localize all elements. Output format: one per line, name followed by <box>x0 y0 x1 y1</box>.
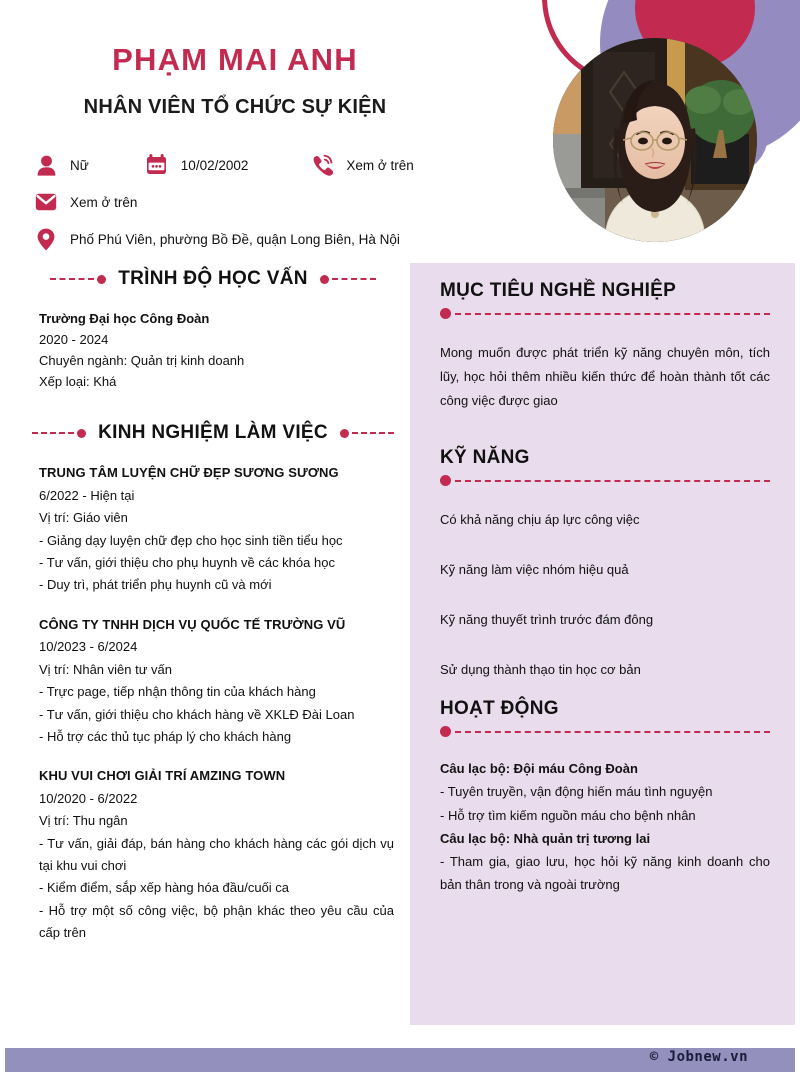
header-dot-right <box>320 275 329 284</box>
job-duty: - Tư vấn, giới thiệu cho khách hàng về XKLĐ Đài Loan <box>39 706 355 722</box>
job-position: Vị trí: Giáo viên <box>39 510 128 526</box>
activities-section-header <box>440 698 770 737</box>
contact-row-3 <box>34 226 454 252</box>
job-period: 10/2020 - 6/2022 <box>39 791 138 807</box>
objective-title: MỤC TIÊU NGHỀ NGHIỆP <box>440 280 677 301</box>
education-years: 2020 - 2024 <box>39 332 109 348</box>
header-dot-left <box>97 275 106 284</box>
header-dash-right <box>332 278 376 280</box>
job-duty: - Giảng dạy luyện chữ đẹp cho học sinh tiền tiểu học <box>39 532 343 548</box>
list-item: Kỹ năng làm việc nhóm hiệu quả <box>440 561 629 577</box>
contact-gender <box>34 152 89 178</box>
experience-job-3 <box>32 765 394 944</box>
rule-dash <box>455 313 770 315</box>
education-school: Trường Đại học Công Đoàn <box>39 311 210 326</box>
objective-section-header <box>440 280 770 319</box>
footer-branding: © Jobnew.vn <box>649 1049 748 1065</box>
phone-icon <box>310 152 334 178</box>
avatar <box>553 38 757 242</box>
list-item: Có khả năng chịu áp lực công việc <box>440 512 640 528</box>
header-dash-right <box>352 432 394 434</box>
job-duty: - Duy trì, phát triển phụ huynh cũ và mới <box>39 577 272 593</box>
contact-phone <box>310 152 413 178</box>
education-section-header <box>32 268 394 290</box>
education-title: TRÌNH ĐỘ HỌC VẤN <box>118 268 308 289</box>
job-duty: - Kiểm điểm, sắp xếp hàng hóa đầu/cuối ca <box>39 880 290 896</box>
experience-job-2 <box>32 614 394 749</box>
education-grade: Xếp loại: Khá <box>39 374 117 390</box>
page-title: PHẠM MAI ANH <box>112 42 358 77</box>
email-value: Xem ở trên <box>70 194 138 210</box>
activity-club: Câu lạc bộ: Đội máu Công Đoàn <box>440 761 638 777</box>
profile-photo-illustration <box>553 38 757 242</box>
job-company: KHU VUI CHƠI GIẢI TRÍ AMZING TOWN <box>39 768 286 784</box>
contact-birthdate <box>145 152 249 178</box>
rule-dot <box>440 475 451 486</box>
left-column <box>32 268 394 962</box>
education-major: Chuyên ngành: Quản trị kinh doanh <box>39 353 245 369</box>
education-entry <box>32 308 394 392</box>
job-duty: - Trực page, tiếp nhận thông tin của khách hàng <box>39 684 316 700</box>
activities-rule <box>440 726 770 737</box>
experience-title: KINH NGHIỆM LÀM VIỆC <box>98 422 328 444</box>
job-period: 6/2022 - Hiện tại <box>39 487 135 503</box>
rule-dash <box>455 480 770 482</box>
job-duty: - Tư vấn, giải đáp, bán hàng cho khách hàng các gói dịch vụ tại khu vui chơi <box>39 835 394 874</box>
job-position: Vị trí: Nhân viên tư vấn <box>39 661 172 677</box>
skills-list <box>440 510 770 680</box>
birthdate-value: 10/02/2002 <box>180 157 249 173</box>
header-dot-right <box>340 429 349 438</box>
activities-list <box>440 757 770 896</box>
rule-dot <box>440 308 451 319</box>
right-column <box>440 280 770 896</box>
job-company: TRUNG TÂM LUYỆN CHỮ ĐẸP SƯƠNG SƯƠNG <box>39 465 339 481</box>
phone-value: Xem ở trên <box>346 157 414 173</box>
job-position: Vị trí: Thu ngân <box>39 813 128 829</box>
activity-line: - Hỗ trợ tìm kiếm nguồn máu cho bệnh nhân <box>440 807 696 823</box>
header-dash-left <box>50 278 94 280</box>
contact-address <box>34 226 400 252</box>
job-duty: - Hỗ trợ một số công việc, bộ phận khác theo yêu cầu của cấp trên <box>39 902 394 941</box>
header-dash-left <box>32 432 74 434</box>
activity-club: Câu lạc bộ: Nhà quản trị tương lai <box>440 830 651 846</box>
job-title: NHÂN VIÊN TỔ CHỨC SỰ KIỆN <box>83 96 387 118</box>
activities-title: HOẠT ĐỘNG <box>440 698 559 720</box>
rule-dot <box>440 726 451 737</box>
list-item: Sử dụng thành thạo tin học cơ bản <box>440 661 641 677</box>
experience-section-header <box>32 422 394 444</box>
skills-rule <box>440 475 770 486</box>
activity-line: - Tham gia, giao lưu, học hỏi kỹ năng kinh doanh cho bản thân trong và ngoài trường <box>440 853 770 892</box>
rule-dash <box>455 731 770 733</box>
list-item: Kỹ năng thuyết trình trước đám đông <box>440 611 654 627</box>
job-period: 10/2023 - 6/2024 <box>39 639 138 655</box>
location-pin-icon <box>34 226 58 252</box>
section-spacer <box>32 392 394 422</box>
experience-job-1 <box>32 462 394 597</box>
person-icon <box>34 152 58 178</box>
skills-section-header <box>440 447 770 486</box>
activity-line: - Tuyên truyền, vận động hiến máu tình nguyện <box>440 784 713 800</box>
contact-email <box>34 189 137 215</box>
job-duty: - Tư vấn, giới thiệu cho phụ huynh về các khóa học <box>39 555 335 571</box>
job-duty: - Hỗ trợ các thủ tục pháp lý cho khách hàng <box>39 728 292 744</box>
skills-title: KỸ NĂNG <box>440 447 530 469</box>
job-company: CÔNG TY TNHH DỊCH VỤ QUỐC TẾ TRƯỜNG VŨ <box>39 616 346 632</box>
gender-value: Nữ <box>70 157 89 173</box>
calendar-icon <box>145 152 169 178</box>
contact-row-1 <box>34 152 454 178</box>
contact-row-2 <box>34 189 454 215</box>
envelope-icon <box>34 189 58 215</box>
contact-info <box>34 152 454 263</box>
address-value: Phố Phú Viên, phường Bồ Đề, quận Long Biên, Hà Nội <box>70 231 400 247</box>
objective-body: Mong muốn được phát triển kỹ năng chuyên môn, tích lũy, học hỏi thêm nhiều kiến thức để hoàn thành tốt các công việc được giao <box>440 345 770 409</box>
objective-rule <box>440 308 770 319</box>
header-dot-left <box>77 429 86 438</box>
